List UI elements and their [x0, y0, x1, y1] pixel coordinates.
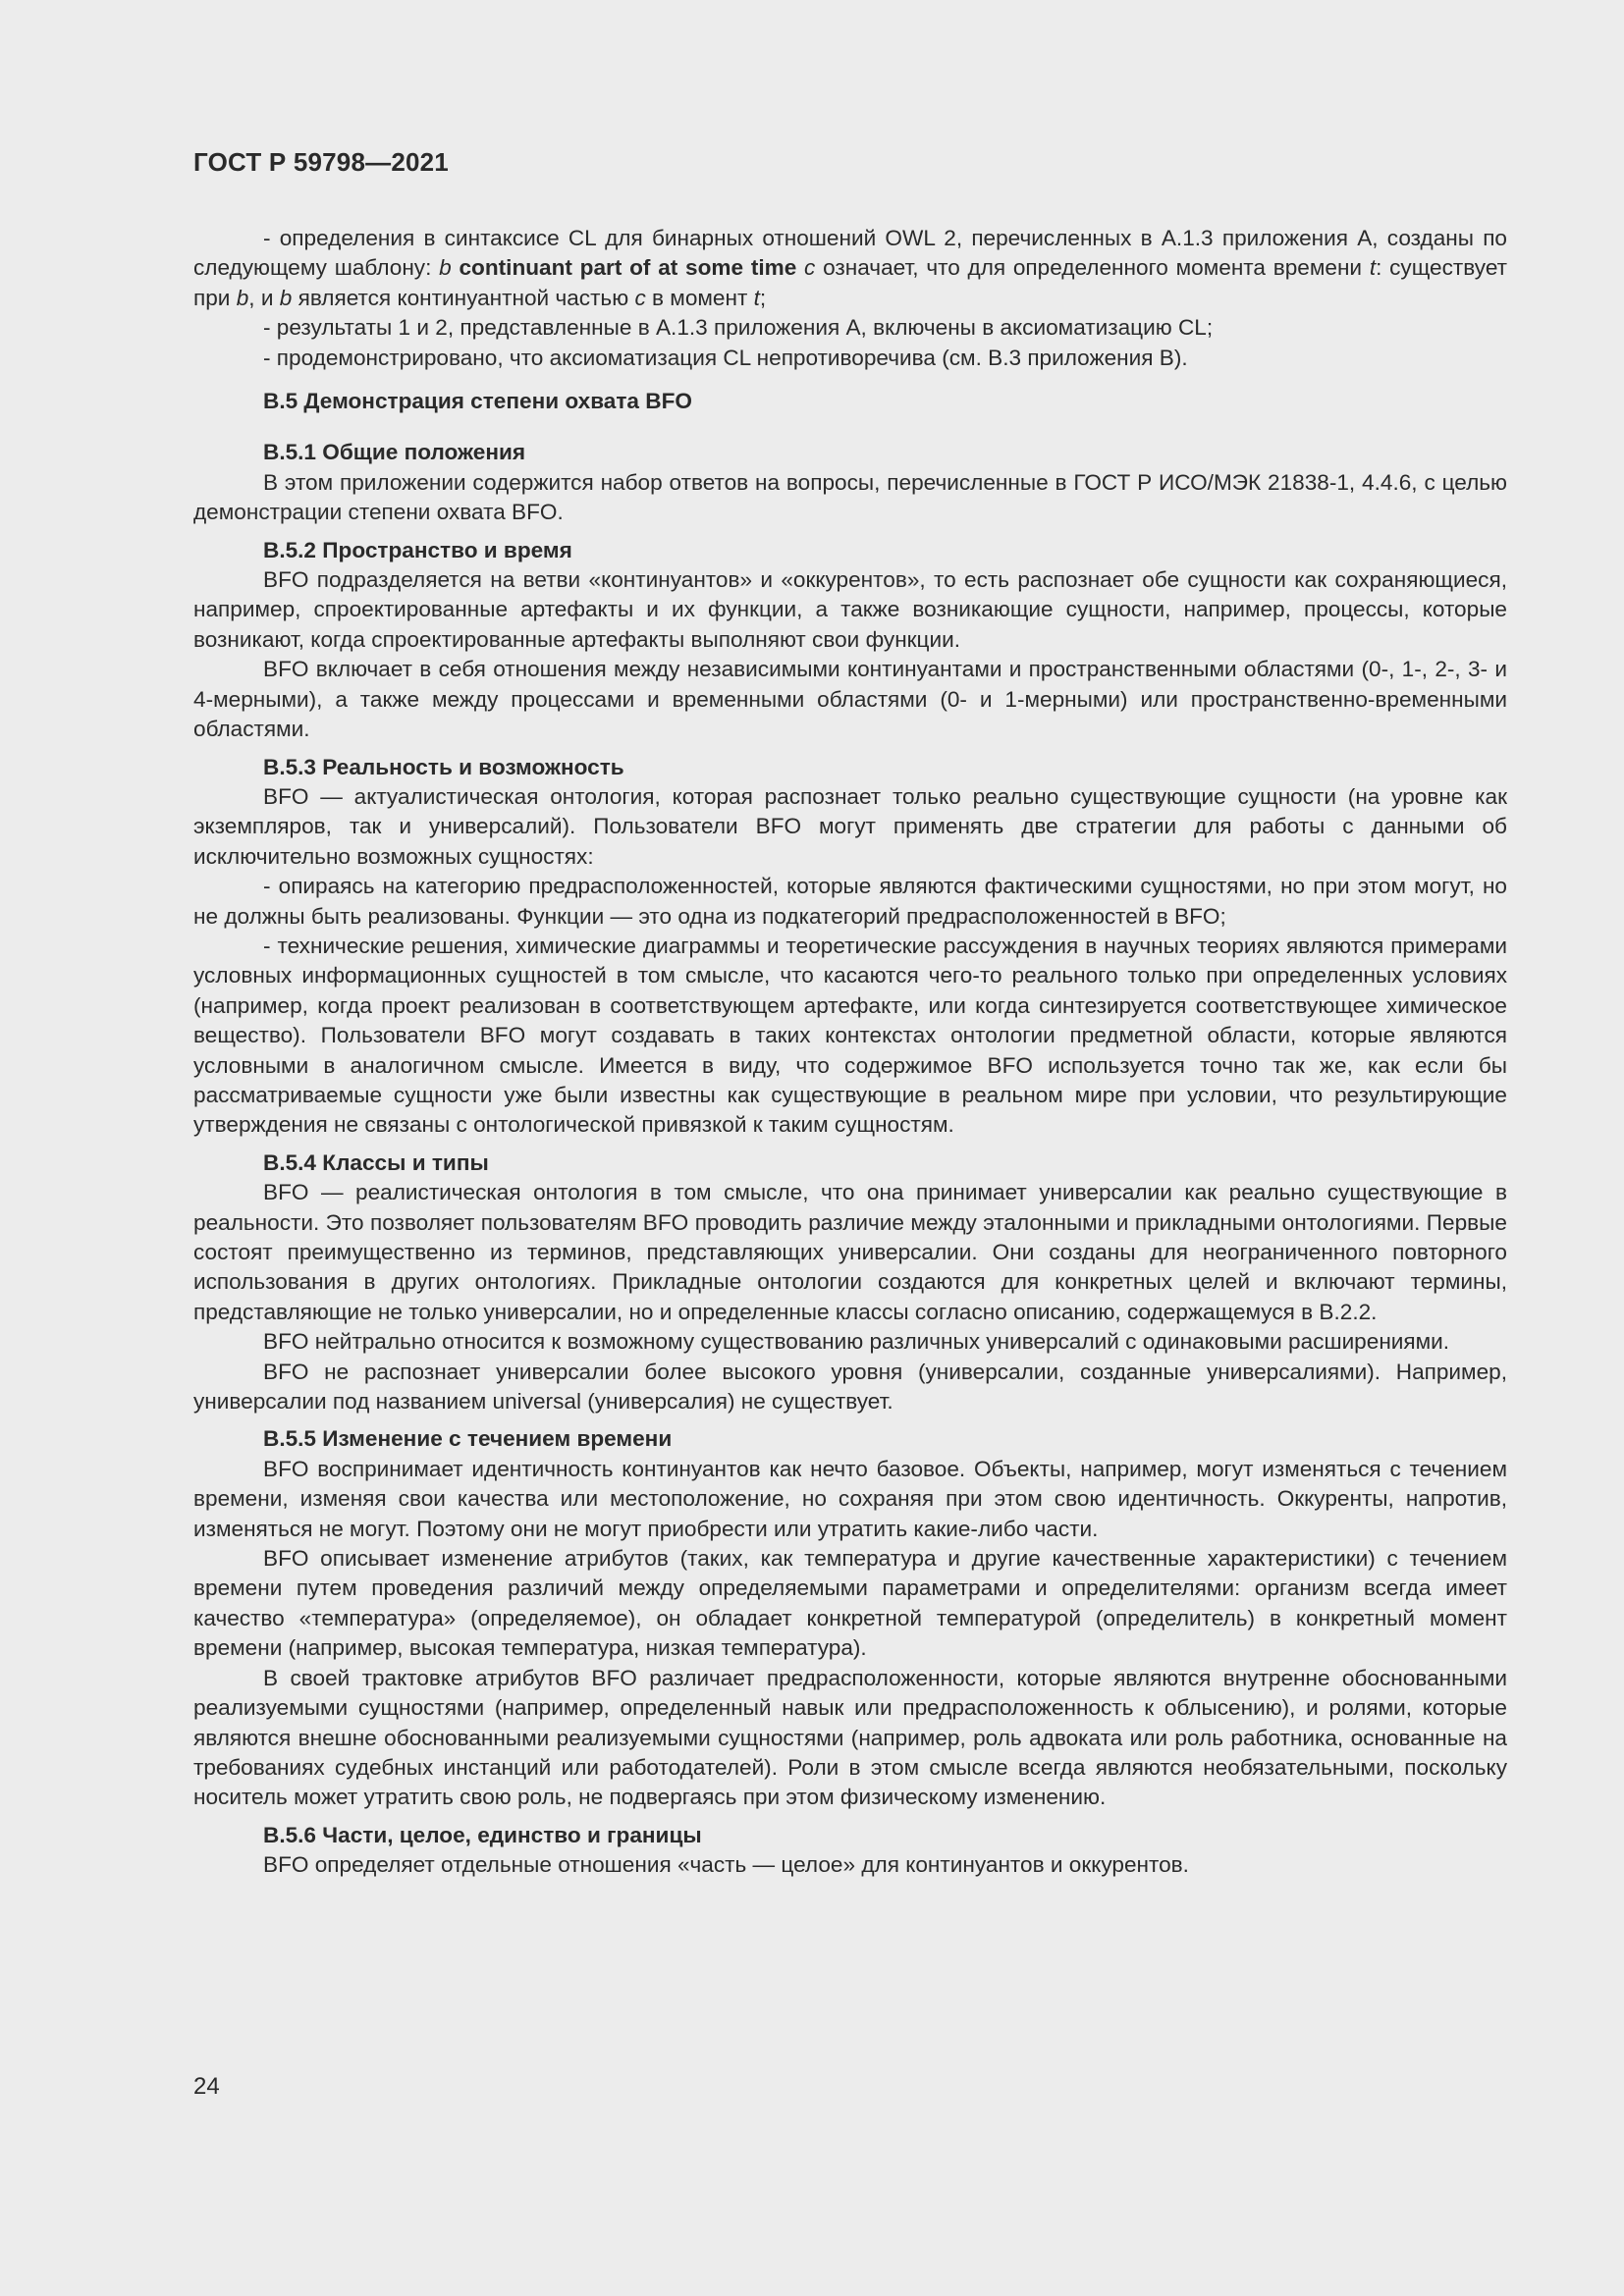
b55-paragraph-1: BFO воспринимает идентичность континуантов как нечто базовое. Объекты, например, могут изменяться с течением времени, изменяя свои качества или местоположение, но сохраняя при этом свою идентичность. Оккуренты, напротив, изменяться не могут. Поэтому они не могут приобрести или утратить какие-либо части. — [193, 1456, 1507, 1541]
subsection-title-b52: В.5.2 Пространство и время — [263, 537, 572, 562]
b53-paragraph-1: BFO — актуалистическая онтология, которая распознает только реально существующие сущности (на уровне как экземпляров, так и универсалий). Пользователи BFO могут применять две стратегии для работы с данными об исключительно возможных сущностях: — [193, 783, 1507, 869]
b52-paragraph-1: BFO подразделяется на ветви «континуантов» и «оккурентов», то есть распознает обе сущности как сохраняющиеся, например, спроектированные артефакты и их функции, а также возникающие сущности, например, процессы, которые возникают, когда спроектированные артефакты выполняют свои функции. — [193, 567, 1507, 652]
subsection-title-b54: В.5.4 Классы и типы — [263, 1149, 489, 1175]
variable-t: t — [753, 285, 760, 310]
intro-paragraph-1 — [193, 224, 1507, 313]
relation-name: continuant part of at some time — [451, 255, 805, 281]
text-run: : существует при — [193, 255, 1507, 310]
document-header: ГОСТ Р 59798—2021 — [193, 147, 449, 177]
variable-b: b — [279, 285, 293, 310]
text-run: ; — [759, 285, 767, 310]
page-number: 24 — [193, 2073, 220, 2100]
text-run: означает, что для определенного момента времени — [815, 255, 1370, 281]
variable-c: c — [634, 285, 646, 310]
text-run: , и — [248, 285, 280, 310]
variable-c: c — [804, 255, 816, 281]
intro-paragraph-3: - продемонстрировано, что аксиоматизация CL непротиворечива (см. В.3 приложения В). — [263, 345, 1188, 370]
b54-paragraph-1: BFO — реалистическая онтология в том смысле, что она принимает универсалии как реально существующие в реальности. Это позволяет пользователям BFO проводить различие между эталонными и прикладными онтологиями. Первые состоят преимущественно из терминов, представляющих универсалии. Они созданы для неограниченного повторного использования в других онтологиях. Прикладные онтологии создаются для конкретных целей и включают термины, представляющие не только универсалии, но и определенные классы согласно описанию, содержащемуся в В.2.2. — [193, 1180, 1507, 1324]
b54-paragraph-2: BFO нейтрально относится к возможному существованию различных универсалий с одинаковыми расширениями. — [263, 1329, 1450, 1355]
b53-paragraph-3: - технические решения, химические диаграммы и теоретические рассуждения в научных теориях являются примерами условных информационных сущностей в том смысле, что касаются чего-то реального только при определенных условиях (например, когда проект реализован в соответствующем артефакте, или когда синтезируется соответствующее химическое вещество). Пользователи BFO могут создавать в таких контекстах онтологии предметной области, которые являются условными в аналогичном смысле. Имеется в виду, что содержимое BFO используется точно так же, как если бы рассматриваемые сущности уже были известны как существующие в реальном мире при условии, что результирующие утверждения не связаны с онтологической привязкой к таким сущностям. — [193, 933, 1507, 1138]
b54-paragraph-3: BFO не распознает универсалии более высокого уровня (универсалии, созданные универсалиями). Например, универсалии под названием universal (универсалия) не существует. — [193, 1359, 1507, 1415]
b56-paragraph-1: BFO определяет отдельные отношения «часть — целое» для континуантов и оккурентов. — [263, 1852, 1189, 1878]
text-run: - определения в синтаксисе CL для бинарных отношений OWL 2, перечисленных в А.1.3 приложения А, созданы по следующему шаблону: — [193, 226, 1507, 281]
subsection-title-b56: В.5.6 Части, целое, единство и границы — [263, 1822, 702, 1847]
b55-paragraph-3: В своей трактовке атрибутов BFO различает предрасположенности, которые являются внутренне обоснованными реализуемыми сущностями (например, определенный навык или предрасположенность к облысению), и ролями, которые являются внешне обоснованными реализуемыми сущностями (например, роль адвоката или роль работника, основанные на требованиях судебных инстанций или работодателей). Роли в этом смысле всегда являются необязательными, поскольку носитель может утратить свою роль, не подвергаясь при этом физическому изменению. — [193, 1665, 1507, 1810]
b55-paragraph-2: BFO описывает изменение атрибутов (таких, как температура и другие качественные характеристики) с течением времени путем проведения различий между определяемыми параметрами и определителями: организм всегда имеет качество «температура» (определяемое), он обладает конкретной температурой (определитель) в конкретный момент времени (например, высокая температура, низкая температура). — [193, 1546, 1507, 1661]
text-run: в момент — [645, 285, 754, 310]
variable-b: b — [439, 255, 452, 281]
subsection-title-b53: В.5.3 Реальность и возможность — [263, 754, 624, 779]
variable-b: b — [236, 285, 249, 310]
variable-t: t — [1369, 255, 1377, 281]
subsection-title-b51: В.5.1 Общие положения — [263, 440, 526, 465]
text-run: является континуантной частью — [292, 285, 635, 310]
subsection-title-b55: В.5.5 Изменение с течением времени — [263, 1426, 673, 1452]
intro-paragraph-2: - результаты 1 и 2, представленные в А.1.3 приложения А, включены в аксиоматизацию CL; — [263, 315, 1214, 341]
section-title-b5: В.5 Демонстрация степени охвата BFO — [263, 389, 692, 414]
b51-paragraph-1: В этом приложении содержится набор ответов на вопросы, перечисленные в ГОСТ Р ИСО/МЭК 21838-1, 4.4.6, с целью демонстрации степени охвата BFO. — [193, 469, 1507, 525]
document-page — [193, 0, 1507, 2296]
b53-paragraph-2: - опираясь на категорию предрасположенностей, которые являются фактическими сущностями, но при этом могут, но не должны быть реализованы. Функции — это одна из подкатегорий предрасположенностей в BFO; — [193, 874, 1507, 929]
b52-paragraph-2: BFO включает в себя отношения между независимыми континуантами и пространственными областями (0-, 1-, 2-, 3- и 4-мерными), а также между процессами и временными областями (0- и 1-мерными) или пространственно-временными областями. — [193, 657, 1507, 742]
document-body — [193, 224, 1507, 1881]
